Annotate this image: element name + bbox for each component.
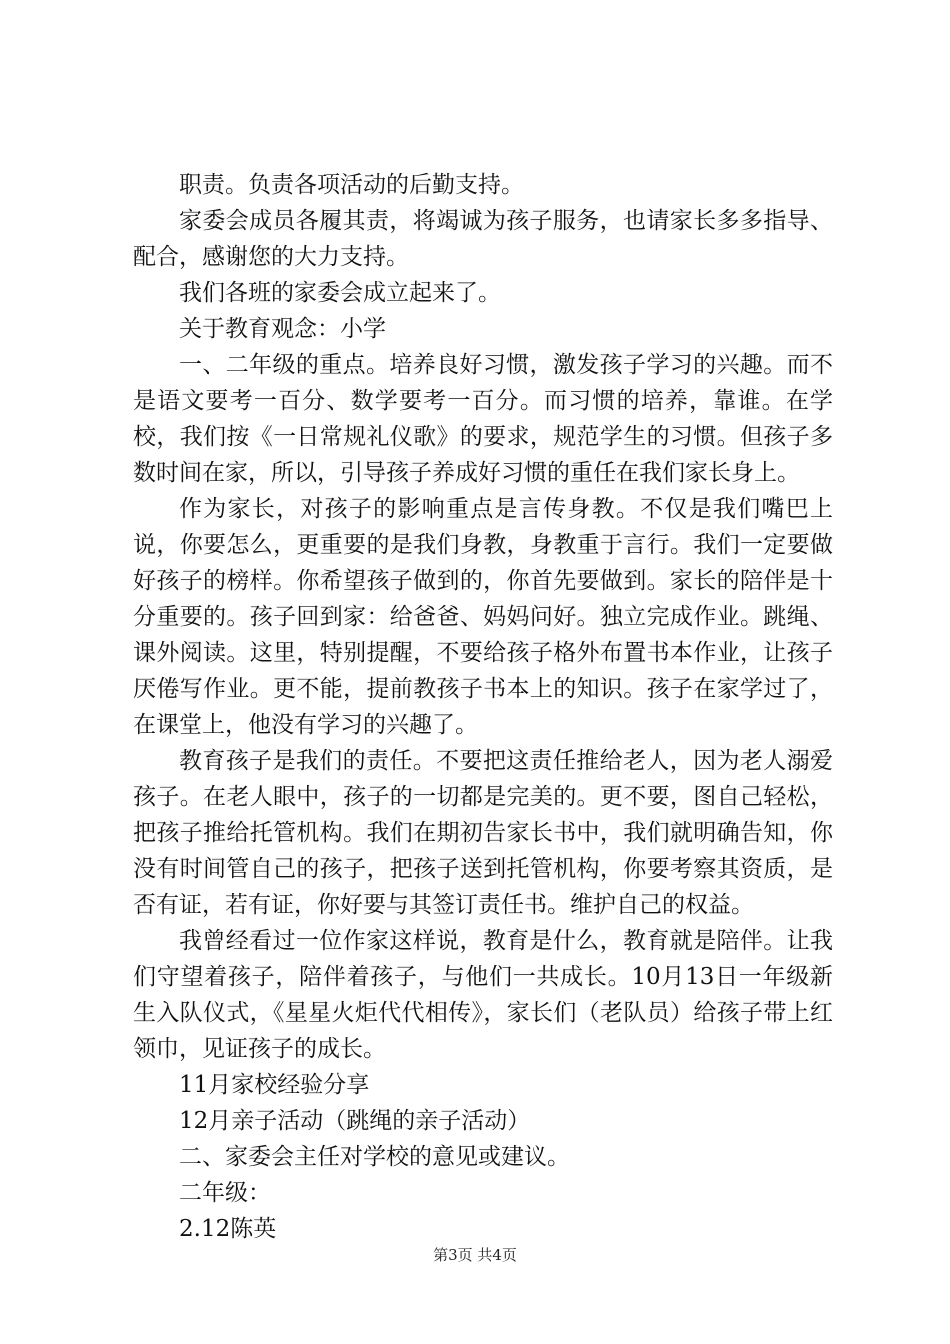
paragraph: 2.12陈英 — [179, 1216, 277, 1242]
paragraph: 12月亲子活动（跳绳的亲子活动） — [179, 1108, 531, 1134]
paragraph: 家委会成员各履其责，将竭诚为孩子服务，也请家长多多指导、配合，感谢您的大力支持。 — [133, 208, 833, 270]
document-body — [133, 167, 833, 1247]
paragraph: 我们各班的家委会成立起来了。 — [179, 280, 501, 306]
paragraph: 11月家校经验分享 — [179, 1072, 370, 1098]
paragraph: 职责。负责各项活动的后勤支持。 — [179, 172, 524, 198]
paragraph: 一、二年级的重点。培养良好习惯，激发孩子学习的兴趣。而不是语文要考一百分、数学要考一百分。而习惯的培养，靠谁。在学校，我们按《一日常规礼仪歌》的要求，规范学生的习惯。但孩子多数时间在家，所以，引导孩子养成好习惯的重任在我们家长身上。 — [133, 352, 833, 486]
paragraph: 二年级： — [179, 1180, 271, 1206]
paragraph: 二、家委会主任对学校的意见或建议。 — [179, 1144, 570, 1170]
paragraph: 教育孩子是我们的责任。不要把这责任推给老人，因为老人溺爱孩子。在老人眼中，孩子的一切都是完美的。更不要，图自己轻松，把孩子推给托管机构。我们在期初告家长书中，我们就明确告知，你没有时间管自己的孩子，把孩子送到托管机构，你要考察其资质，是否有证，若有证，你好要与其签订责任书。维护自己的权益。 — [133, 748, 833, 918]
page-number-footer: 第3页 共4页 — [433, 1246, 517, 1264]
paragraph: 作为家长，对孩子的影响重点是言传身教。不仅是我们嘴巴上说，你要怎么，更重要的是我们身教，身教重于言行。我们一定要做好孩子的榜样。你希望孩子做到的，你首先要做到。家长的陪伴是十分重要的。孩子回到家：给爸爸、妈妈问好。独立完成作业。跳绳、课外阅读。这里，特别提醒，不要给孩子格外布置书本作业，让孩子厌倦写作业。更不能，提前教孩子书本上的知识。孩子在家学过了，在课堂上，他没有学习的兴趣了。 — [133, 496, 833, 738]
paragraph: 我曾经看过一位作家这样说，教育是什么，教育就是陪伴。让我们守望着孩子，陪伴着孩子，与他们一共成长。10月13日一年级新生入队仪式，《星星火炬代代相传》，家长们（老队员）给孩子带上红领巾，见证孩子的成长。 — [133, 928, 833, 1062]
paragraph: 关于教育观念：小学 — [179, 316, 386, 342]
